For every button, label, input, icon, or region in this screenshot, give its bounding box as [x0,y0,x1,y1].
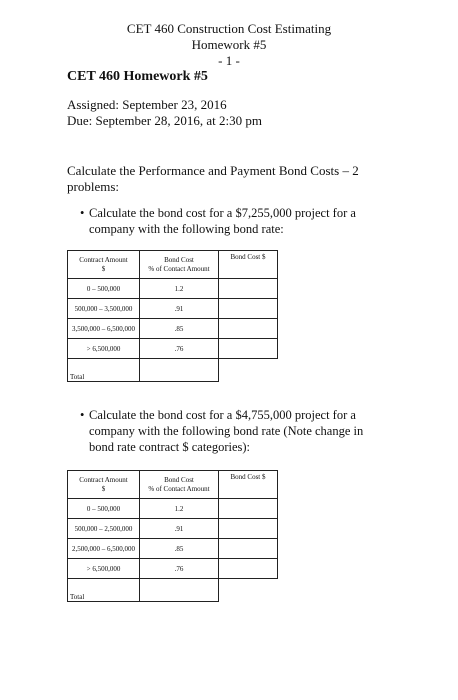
col-contract-amount-header [68,471,140,499]
col-contract-amount-unit: $ [101,484,106,493]
table-cell-cost[interactable] [219,339,278,359]
col-bond-rate-label: Bond Cost [164,255,194,264]
col-bond-cost-header: Bond Cost $ [219,251,278,279]
table-total-label: Total [68,579,140,602]
bullet-icon: • [80,206,85,220]
table-cell-cost[interactable] [219,539,278,559]
col-bond-rate-label: Bond Cost [164,475,194,484]
assigned-date: Assigned: September 23, 2016 [67,97,227,112]
table-total-value[interactable] [140,579,219,602]
table-cell-rate: 1.2 [140,279,219,299]
table-cell-rate: .76 [140,559,219,579]
bond-table-2 [67,470,278,602]
col-contract-amount-unit: $ [101,264,106,273]
col-bond-rate-unit: % of Contact Amount [148,264,210,273]
table-cell-rate: .91 [140,519,219,539]
table-cell-range: 0 – 500,000 [68,279,140,299]
col-contract-amount-label: Contract Amount [79,255,128,264]
table-cell-cost[interactable] [219,319,278,339]
col-bond-cost-header: Bond Cost $ [219,471,278,499]
header-homework-label: Homework #5 [191,37,267,52]
instruction-line-1: Calculate the Performance and Payment Bond Costs – 2 [67,163,359,178]
table-cell-rate: .85 [140,319,219,339]
table-cell-range: 0 – 500,000 [68,499,140,519]
col-bond-rate-header [140,471,219,499]
table-total-empty [219,359,278,382]
col-contract-amount-label: Contract Amount [79,475,128,484]
problem-2-line-3: bond rate contract $ categories): [89,440,251,454]
col-contract-amount-header [68,251,140,279]
problem-2-line-2: company with the following bond rate (Note change in [89,424,364,438]
col-bond-rate-header [140,251,219,279]
table-total-label: Total [68,359,140,382]
table-cell-rate: .76 [140,339,219,359]
problem-1-line-2: company with the following bond rate: [89,222,284,236]
document-title: CET 460 Homework #5 [67,69,208,84]
table-cell-rate: .91 [140,299,219,319]
table-cell-range: 2,500,000 – 6,500,000 [68,539,140,559]
table-cell-rate: 1.2 [140,499,219,519]
table-cell-range: > 6,500,000 [68,559,140,579]
problem-1-line-1: Calculate the bond cost for a $7,255,000 project for a [89,206,356,220]
header-page-number: - 1 - [218,53,240,68]
header-course-title: CET 460 Construction Cost Estimating [126,21,332,36]
table-cell-range: 500,000 – 3,500,000 [68,299,140,319]
table-cell-range: 3,500,000 – 6,500,000 [68,319,140,339]
col-bond-rate-unit: % of Contact Amount [148,484,210,493]
bullet-icon: • [80,408,85,422]
table-cell-cost[interactable] [219,279,278,299]
table-total-value[interactable] [140,359,219,382]
table-cell-rate: .85 [140,539,219,559]
due-date: Due: September 28, 2016, at 2:30 pm [67,113,262,128]
table-cell-cost[interactable] [219,299,278,319]
table-cell-cost[interactable] [219,519,278,539]
bond-table-1 [67,250,278,382]
table-cell-cost[interactable] [219,499,278,519]
instruction-line-2: problems: [67,179,119,194]
table-cell-range: > 6,500,000 [68,339,140,359]
table-cell-range: 500,000 – 2,500,000 [68,519,140,539]
table-total-empty [219,579,278,602]
problem-2-line-1: Calculate the bond cost for a $4,755,000 project for a [89,408,356,422]
table-cell-cost[interactable] [219,559,278,579]
